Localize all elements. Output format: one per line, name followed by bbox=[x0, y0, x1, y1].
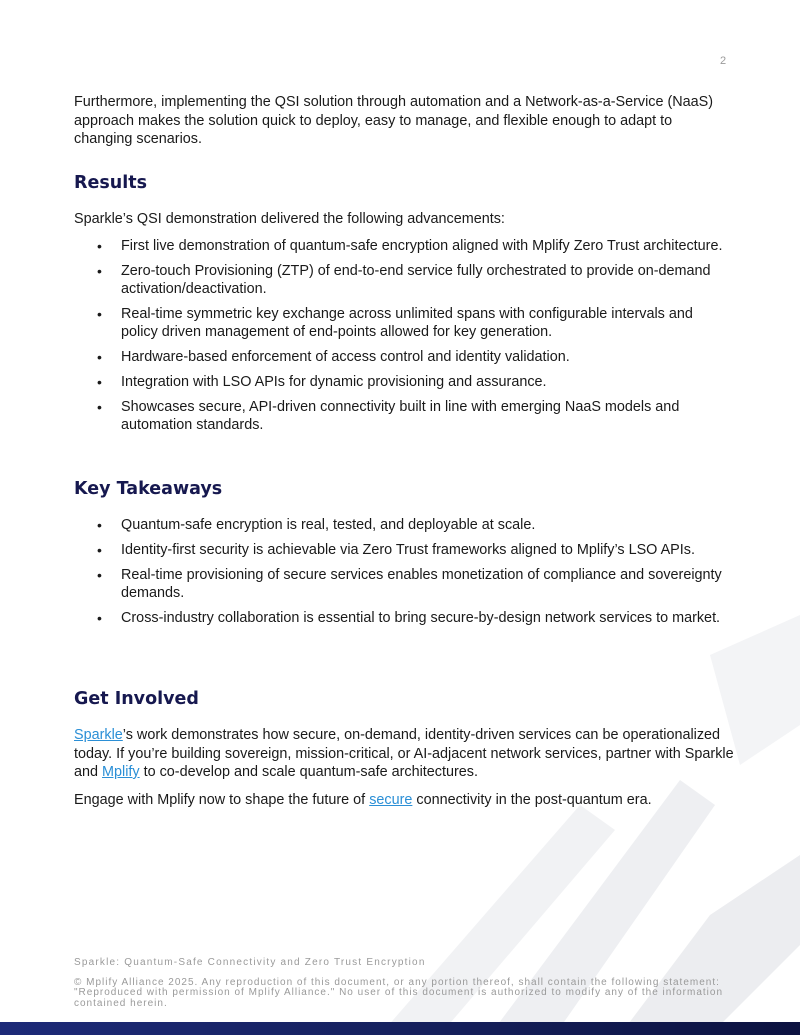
bottom-color-bar bbox=[0, 1022, 800, 1035]
list-item: • Real-time provisioning of secure services enables monetization of compliance and sovereignty demands. bbox=[74, 566, 724, 602]
list-item: • First live demonstration of quantum-safe encryption aligned with Mplify Zero Trust architecture. bbox=[74, 237, 724, 255]
engage-paragraph bbox=[74, 791, 734, 810]
list-item: • Quantum-safe encryption is real, tested, and deployable at scale. bbox=[74, 516, 724, 534]
takeaways-list bbox=[74, 516, 724, 634]
get-involved-heading: Get Involved bbox=[74, 689, 199, 709]
get-involved-text-2: to co-develop and scale quantum-safe architectures. bbox=[139, 764, 478, 780]
sparkle-link[interactable]: Sparkle bbox=[74, 727, 123, 743]
footer-document-title: Sparkle: Quantum-Safe Connectivity and Zero Trust Encryption bbox=[74, 957, 426, 968]
list-item: • Integration with LSO APIs for dynamic provisioning and assurance. bbox=[74, 373, 724, 391]
list-item: • Zero-touch Provisioning (ZTP) of end-to-end service fully orchestrated to provide on-demand activation/deactivation. bbox=[74, 262, 724, 298]
engage-text-1: Engage with Mplify now to shape the future of bbox=[74, 792, 370, 808]
get-involved-paragraph bbox=[74, 726, 734, 782]
list-item: • Identity-first security is achievable via Zero Trust frameworks aligned to Mplify’s LSO APIs. bbox=[74, 541, 724, 559]
intro-paragraph: Furthermore, implementing the QSI solution through automation and a Network-as-a-Service (NaaS) approach makes the solution quick to deploy, easy to manage, and flexible enough to adapt to changing scenarios. bbox=[74, 94, 714, 147]
get-involved-text-1: ’s work demonstrates how secure, on-demand, identity-driven services can be operationalized today. If you’re building sovereign, mission-critical, or AI-adjacent network services, partner with Sparkle and bbox=[74, 727, 734, 780]
list-item: • Hardware-based enforcement of access control and identity validation. bbox=[74, 348, 724, 366]
footer-copyright: © Mplify Alliance 2025. Any reproduction of this document, or any portion thereof, shall contain the following statement: "Reproduced with permission of Mplify Alliance." No user of this document is authorized to modify any of the information contained herein. bbox=[74, 976, 724, 1009]
key-takeaways-heading: Key Takeaways bbox=[74, 479, 223, 499]
secure-link[interactable]: secure bbox=[369, 792, 413, 808]
page-number: 2 bbox=[720, 55, 727, 67]
results-lead: Sparkle’s QSI demonstration delivered the following advancements: bbox=[74, 211, 505, 227]
footer bbox=[74, 958, 724, 1009]
list-item: • Showcases secure, API-driven connectivity built in line with emerging NaaS models and automation standards. bbox=[74, 398, 724, 434]
results-heading: Results bbox=[74, 173, 147, 193]
engage-text-2: connectivity in the post-quantum era. bbox=[412, 792, 652, 808]
mplify-link[interactable]: Mplify bbox=[102, 764, 140, 780]
list-item: • Real-time symmetric key exchange across unlimited spans with configurable intervals and policy driven management of end-points allowed for key generation. bbox=[74, 305, 724, 341]
list-item: • Cross-industry collaboration is essential to bring secure-by-design network services to market. bbox=[74, 609, 724, 627]
results-list bbox=[74, 237, 724, 441]
